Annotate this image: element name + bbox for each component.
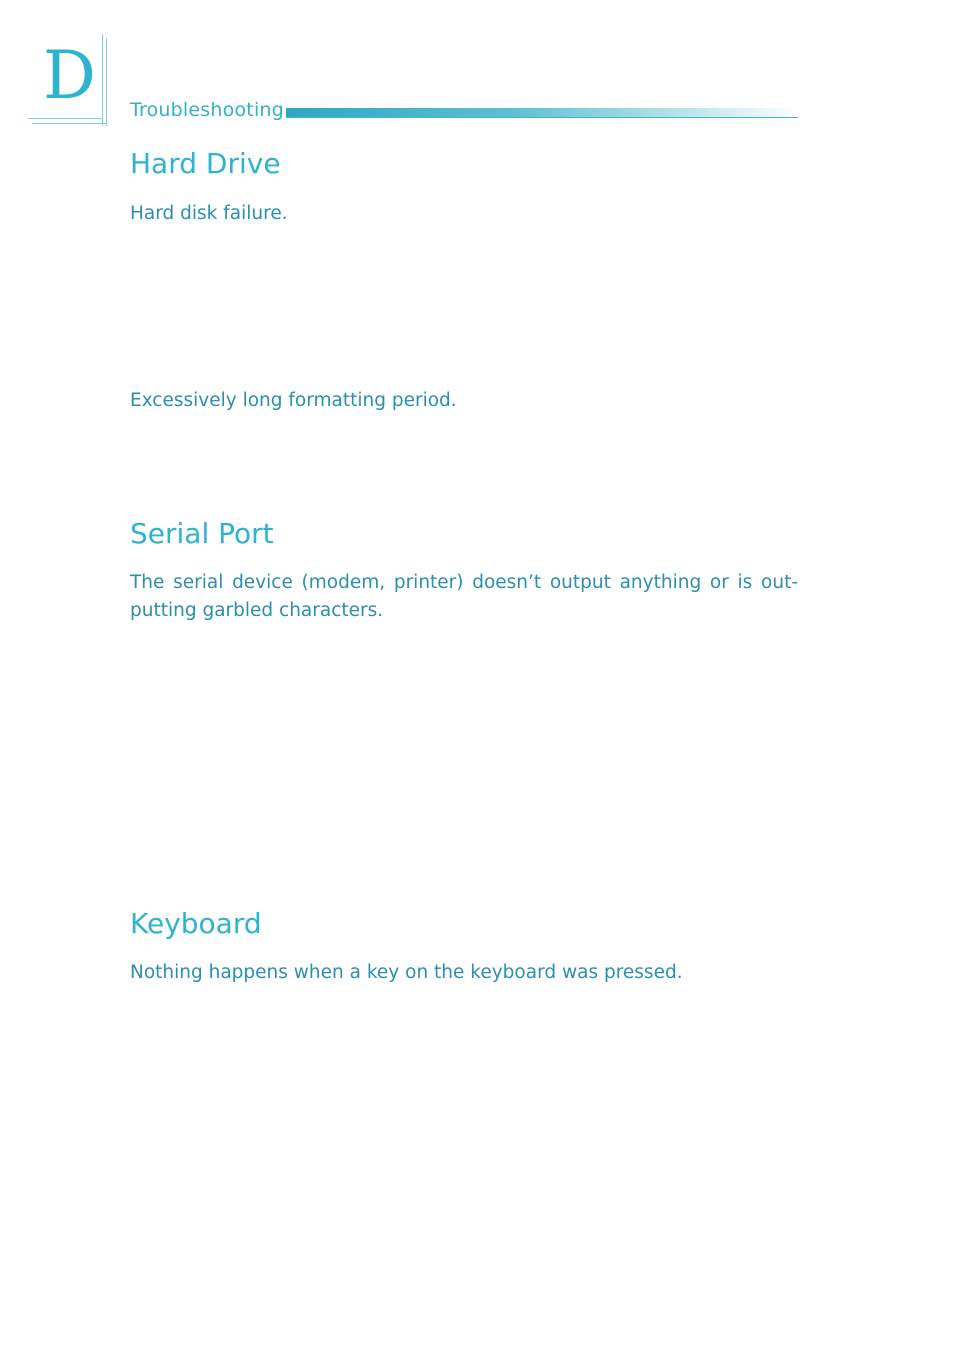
keyboard-problem-1: Nothing happens when a key on the keyboard was pressed. — [130, 962, 683, 983]
chapter-box-bottom-line — [28, 118, 103, 119]
header-rule-gradient — [286, 108, 798, 117]
section-title-keyboard: Keyboard — [130, 907, 262, 940]
chapter-box-right-line-outer — [106, 38, 107, 126]
section-title-hard-drive: Hard Drive — [130, 147, 281, 180]
serial-port-problem-1: The serial device (modem, printer) doesn’t output anything or is out-putting garbled characters. — [130, 572, 798, 621]
hard-drive-problem-1: Hard disk failure. — [130, 203, 288, 224]
header-rule-underline — [286, 117, 798, 118]
chapter-marker — [28, 34, 108, 126]
chapter-letter: D — [43, 37, 96, 114]
chapter-box-right-line — [102, 34, 103, 126]
section-title-serial-port: Serial Port — [130, 517, 274, 550]
hard-drive-problem-2: Excessively long formatting period. — [130, 390, 457, 411]
header-rule — [286, 108, 798, 118]
chapter-box-bottom-line-outer — [32, 123, 107, 124]
chapter-label: Troubleshooting — [130, 99, 284, 121]
